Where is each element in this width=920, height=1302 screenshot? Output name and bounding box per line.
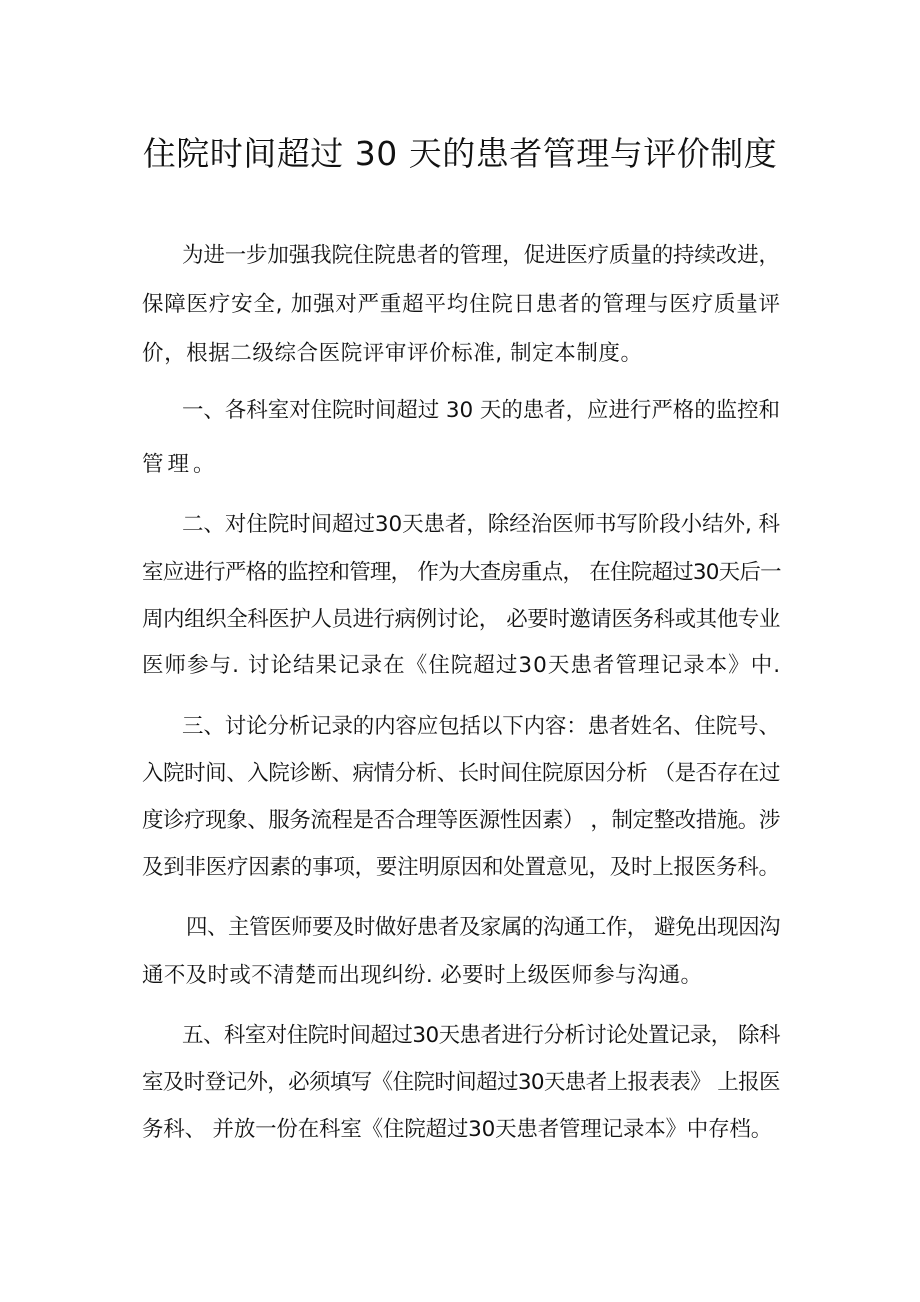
paragraph-4-line-2: 入院时间、入院诊断、病情分析、长时间住院原因分析 （是否存在过 (142, 761, 780, 786)
paragraph-1-line-1: 为进一步加强我院住院患者的管理，促进医疗质量的持续改进， (182, 243, 780, 268)
paragraph-2-line-2: 管理。 (142, 452, 219, 477)
paragraph-1-line-3: 价，根据二级综合医院评审评价标准, 制定本制度。 (142, 341, 643, 366)
paragraph-6-line-1: 五、科室对住院时间超过30天患者进行分析讨论处置记录， 除科 (182, 1023, 780, 1048)
paragraph-3-line-2: 室应进行严格的监控和管理， 作为大查房重点， 在住院超过30天后一 (142, 560, 781, 585)
paragraph-4-line-3: 度诊疗现象、服务流程是否合理等医源性因素） ，制定整改措施。涉 (142, 808, 780, 833)
paragraph-5-line-2: 通不及时或不清楚而出现纠纷. 必要时上级医师参与沟通。 (142, 963, 703, 988)
paragraph-3-line-1: 二、对住院时间超过30天患者，除经治医师书写阶段小结外, 科 (182, 512, 780, 537)
paragraph-1-line-2: 保障医疗安全, 加强对严重超平均住院日患者的管理与医疗质量评 (142, 292, 781, 317)
paragraph-4-line-1: 三、讨论分析记录的内容应包括以下内容：患者姓名、住院号、 (182, 714, 780, 739)
document-title: 住院时间超过 30 天的患者管理与评价制度 (142, 134, 778, 173)
paragraph-6-line-2: 室及时登记外，必须填写《住院时间超过30天患者上报表表》 上报医 (142, 1070, 780, 1095)
paragraph-4-line-4: 及到非医疗因素的事项，要注明原因和处置意见，及时上报医务科。 (142, 855, 780, 880)
paragraph-6-line-3: 务科、 并放一份在科室《住院超过30天患者管理记录本》中存档。 (142, 1117, 772, 1142)
paragraph-3-line-3: 周内组织全科医护人员进行病例讨论， 必要时邀请医务科或其他专业 (142, 607, 780, 632)
paragraph-3-line-4: 医师参与. 讨论结果记录在《住院超过30天患者管理记录本》中. (142, 653, 782, 678)
paragraph-5-line-1: 四、主管医师要及时做好患者及家属的沟通工作， 避免出现因沟 (186, 915, 781, 940)
paragraph-2-line-1: 一、各科室对住院时间超过 30 天的患者，应进行严格的监控和 (182, 398, 780, 423)
